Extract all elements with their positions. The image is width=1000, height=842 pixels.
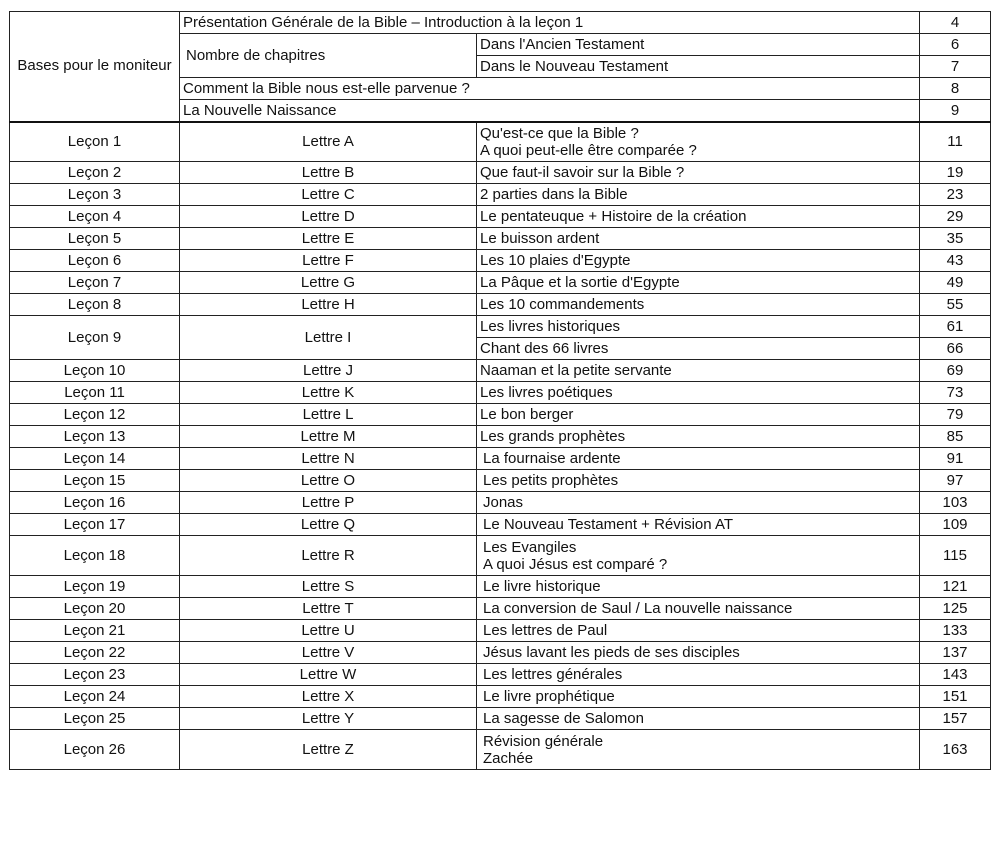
table-row (10, 664, 991, 686)
lesson-letter: Lettre N (180, 448, 477, 470)
topic-line: Naaman et la petite servante (480, 362, 672, 379)
table-row (10, 360, 991, 382)
page-number: 151 (920, 686, 991, 708)
page-number: 73 (920, 382, 991, 404)
page-number: 8 (920, 78, 991, 100)
lesson-number: Leçon 16 (10, 492, 180, 514)
lesson-number: Leçon 22 (10, 642, 180, 664)
topic-line: La sagesse de Salomon (483, 710, 644, 727)
table-row (10, 250, 991, 272)
lesson-topic (477, 338, 920, 360)
topic-line: Le livre prophétique (483, 688, 615, 705)
table-row (10, 576, 991, 598)
page-number: 103 (920, 492, 991, 514)
lesson-number: Leçon 21 (10, 620, 180, 642)
page-number: 7 (920, 56, 991, 78)
lesson-number: Leçon 10 (10, 360, 180, 382)
lesson-letter: Lettre T (180, 598, 477, 620)
chapitres-label: Nombre de chapitres (180, 34, 477, 78)
page-number: 66 (920, 338, 991, 360)
page-number: 97 (920, 470, 991, 492)
page-number: 4 (920, 12, 991, 34)
lesson-letter: Lettre B (180, 162, 477, 184)
table-row (10, 620, 991, 642)
lesson-topic (477, 426, 920, 448)
lesson-topic (477, 162, 920, 184)
page-number: 61 (920, 316, 991, 338)
page-number: 121 (920, 576, 991, 598)
table-row (10, 492, 991, 514)
topic-line: Qu'est-ce que la Bible ? (480, 124, 639, 142)
page-number: 91 (920, 448, 991, 470)
table-row (10, 272, 991, 294)
topic-line: Les lettres de Paul (483, 622, 608, 639)
lesson-number: Leçon 18 (10, 536, 180, 576)
lesson-topic (477, 492, 920, 514)
lesson-topic (477, 514, 920, 536)
topic-line: A quoi peut-elle être comparée ? (480, 141, 697, 159)
lesson-letter: Lettre R (180, 536, 477, 576)
page-number: 79 (920, 404, 991, 426)
topic-line: Chant des 66 livres (480, 340, 609, 357)
topic-line: Le Nouveau Testament + Révision AT (483, 516, 734, 533)
lesson-number: Leçon 13 (10, 426, 180, 448)
page-number: 49 (920, 272, 991, 294)
topic-line: La fournaise ardente (483, 450, 621, 467)
page-number: 115 (920, 536, 991, 576)
page-number: 133 (920, 620, 991, 642)
page-number: 43 (920, 250, 991, 272)
table-row (10, 470, 991, 492)
table-row (10, 206, 991, 228)
lesson-letter: Lettre C (180, 184, 477, 206)
table-row (10, 316, 991, 338)
intro-ancien: Dans l'Ancien Testament (477, 34, 920, 56)
topic-line: 2 parties dans la Bible (480, 186, 628, 203)
lesson-letter: Lettre X (180, 686, 477, 708)
topic-line: Que faut-il savoir sur la Bible ? (480, 164, 685, 181)
lesson-number: Leçon 1 (10, 122, 180, 162)
lesson-letter: Lettre G (180, 272, 477, 294)
lesson-letter: Lettre I (180, 316, 477, 360)
lesson-number: Leçon 12 (10, 404, 180, 426)
table-row (10, 448, 991, 470)
lesson-number: Leçon 23 (10, 664, 180, 686)
lesson-letter: Lettre J (180, 360, 477, 382)
table-row (10, 514, 991, 536)
lesson-letter: Lettre W (180, 664, 477, 686)
lesson-topic (477, 536, 920, 576)
topic-line: Les lettres générales (483, 666, 623, 683)
lesson-number: Leçon 24 (10, 686, 180, 708)
topic-line: Le pentateuque + Histoire de la création (480, 208, 747, 225)
table-row (10, 382, 991, 404)
table-of-contents (9, 11, 991, 770)
lesson-topic (477, 122, 920, 162)
intro-naissance: La Nouvelle Naissance (180, 100, 920, 122)
lesson-letter: Lettre Z (180, 730, 477, 770)
lesson-topic (477, 294, 920, 316)
page-number: 29 (920, 206, 991, 228)
topic-line: Jésus lavant les pieds de ses disciples (483, 644, 740, 661)
lesson-number: Leçon 3 (10, 184, 180, 206)
lesson-topic (477, 206, 920, 228)
page-number: 23 (920, 184, 991, 206)
table-row (10, 184, 991, 206)
lesson-topic (477, 448, 920, 470)
page-number: 69 (920, 360, 991, 382)
intro-row (10, 12, 991, 34)
lesson-letter: Lettre D (180, 206, 477, 228)
topic-line: Les 10 commandements (480, 296, 645, 313)
table-row (10, 426, 991, 448)
topic-line: Le buisson ardent (480, 230, 600, 247)
lesson-letter: Lettre K (180, 382, 477, 404)
table-row (10, 642, 991, 664)
table-row (10, 294, 991, 316)
topic-line: Le livre historique (483, 578, 601, 595)
lesson-number: Leçon 25 (10, 708, 180, 730)
page-number: 137 (920, 642, 991, 664)
page-number: 35 (920, 228, 991, 250)
table-body (10, 12, 991, 770)
lesson-topic (477, 250, 920, 272)
page-number: 143 (920, 664, 991, 686)
topic-line: Les petits prophètes (483, 472, 619, 489)
lesson-topic (477, 664, 920, 686)
lesson-number: Leçon 17 (10, 514, 180, 536)
table-row (10, 162, 991, 184)
intro-comment: Comment la Bible nous est-elle parvenue ? (180, 78, 920, 100)
topic-line: Révision générale (483, 732, 604, 750)
page-number: 6 (920, 34, 991, 56)
topic-line: Jonas (483, 494, 524, 511)
intro-nouveau: Dans le Nouveau Testament (477, 56, 920, 78)
lesson-number: Leçon 7 (10, 272, 180, 294)
lesson-number: Leçon 26 (10, 730, 180, 770)
lesson-number: Leçon 8 (10, 294, 180, 316)
lesson-letter: Lettre E (180, 228, 477, 250)
topic-line: La Pâque et la sortie d'Egypte (480, 274, 680, 291)
page-number: 163 (920, 730, 991, 770)
topic-line: Les grands prophètes (480, 428, 626, 445)
lesson-letter: Lettre V (180, 642, 477, 664)
lesson-topic (477, 382, 920, 404)
lesson-topic (477, 642, 920, 664)
table-row (10, 708, 991, 730)
page-number: 109 (920, 514, 991, 536)
lesson-topic (477, 404, 920, 426)
page-number: 55 (920, 294, 991, 316)
topic-line: Le bon berger (480, 406, 574, 423)
lesson-number: Leçon 11 (10, 382, 180, 404)
topic-line: Les livres poétiques (480, 384, 613, 401)
lesson-number: Leçon 2 (10, 162, 180, 184)
lesson-letter: Lettre O (180, 470, 477, 492)
lesson-letter: Lettre M (180, 426, 477, 448)
lesson-topic (477, 228, 920, 250)
lesson-number: Leçon 19 (10, 576, 180, 598)
lesson-topic (477, 730, 920, 770)
topic-line: Zachée (483, 749, 534, 767)
topic-line: Les livres historiques (480, 318, 621, 335)
lesson-topic (477, 470, 920, 492)
lesson-letter: Lettre P (180, 492, 477, 514)
lesson-letter: Lettre U (180, 620, 477, 642)
table-row (10, 228, 991, 250)
lesson-number: Leçon 9 (10, 316, 180, 360)
lesson-topic (477, 360, 920, 382)
page-number: 85 (920, 426, 991, 448)
topic-line: La conversion de Saul / La nouvelle naissance (483, 600, 793, 617)
lesson-number: Leçon 15 (10, 470, 180, 492)
lesson-topic (477, 686, 920, 708)
table-row (10, 122, 991, 162)
page-number: 9 (920, 100, 991, 122)
lesson-number: Leçon 14 (10, 448, 180, 470)
page-number: 19 (920, 162, 991, 184)
lesson-letter: Lettre S (180, 576, 477, 598)
lesson-number: Leçon 4 (10, 206, 180, 228)
page-number: 157 (920, 708, 991, 730)
lesson-number: Leçon 6 (10, 250, 180, 272)
table-row (10, 404, 991, 426)
page-number: 11 (920, 122, 991, 162)
lesson-topic (477, 576, 920, 598)
table-row (10, 598, 991, 620)
topic-line: Les 10 plaies d'Egypte (480, 252, 631, 269)
lesson-number: Leçon 20 (10, 598, 180, 620)
lesson-letter: Lettre L (180, 404, 477, 426)
lesson-topic (477, 184, 920, 206)
intro-presentation: Présentation Générale de la Bible – Introduction à la leçon 1 (180, 12, 920, 34)
base-label: Bases pour le moniteur (10, 12, 180, 122)
table-row (10, 730, 991, 770)
lesson-letter: Lettre Y (180, 708, 477, 730)
lesson-letter: Lettre Q (180, 514, 477, 536)
lesson-letter: Lettre A (180, 122, 477, 162)
lesson-topic (477, 316, 920, 338)
lesson-topic (477, 598, 920, 620)
lesson-topic (477, 620, 920, 642)
lesson-topic (477, 708, 920, 730)
lesson-letter: Lettre H (180, 294, 477, 316)
table-row (10, 536, 991, 576)
lesson-topic (477, 272, 920, 294)
lesson-letter: Lettre F (180, 250, 477, 272)
topic-line: A quoi Jésus est comparé ? (483, 555, 668, 573)
table-row (10, 686, 991, 708)
topic-line: Les Evangiles (483, 538, 577, 556)
page-number: 125 (920, 598, 991, 620)
lesson-number: Leçon 5 (10, 228, 180, 250)
